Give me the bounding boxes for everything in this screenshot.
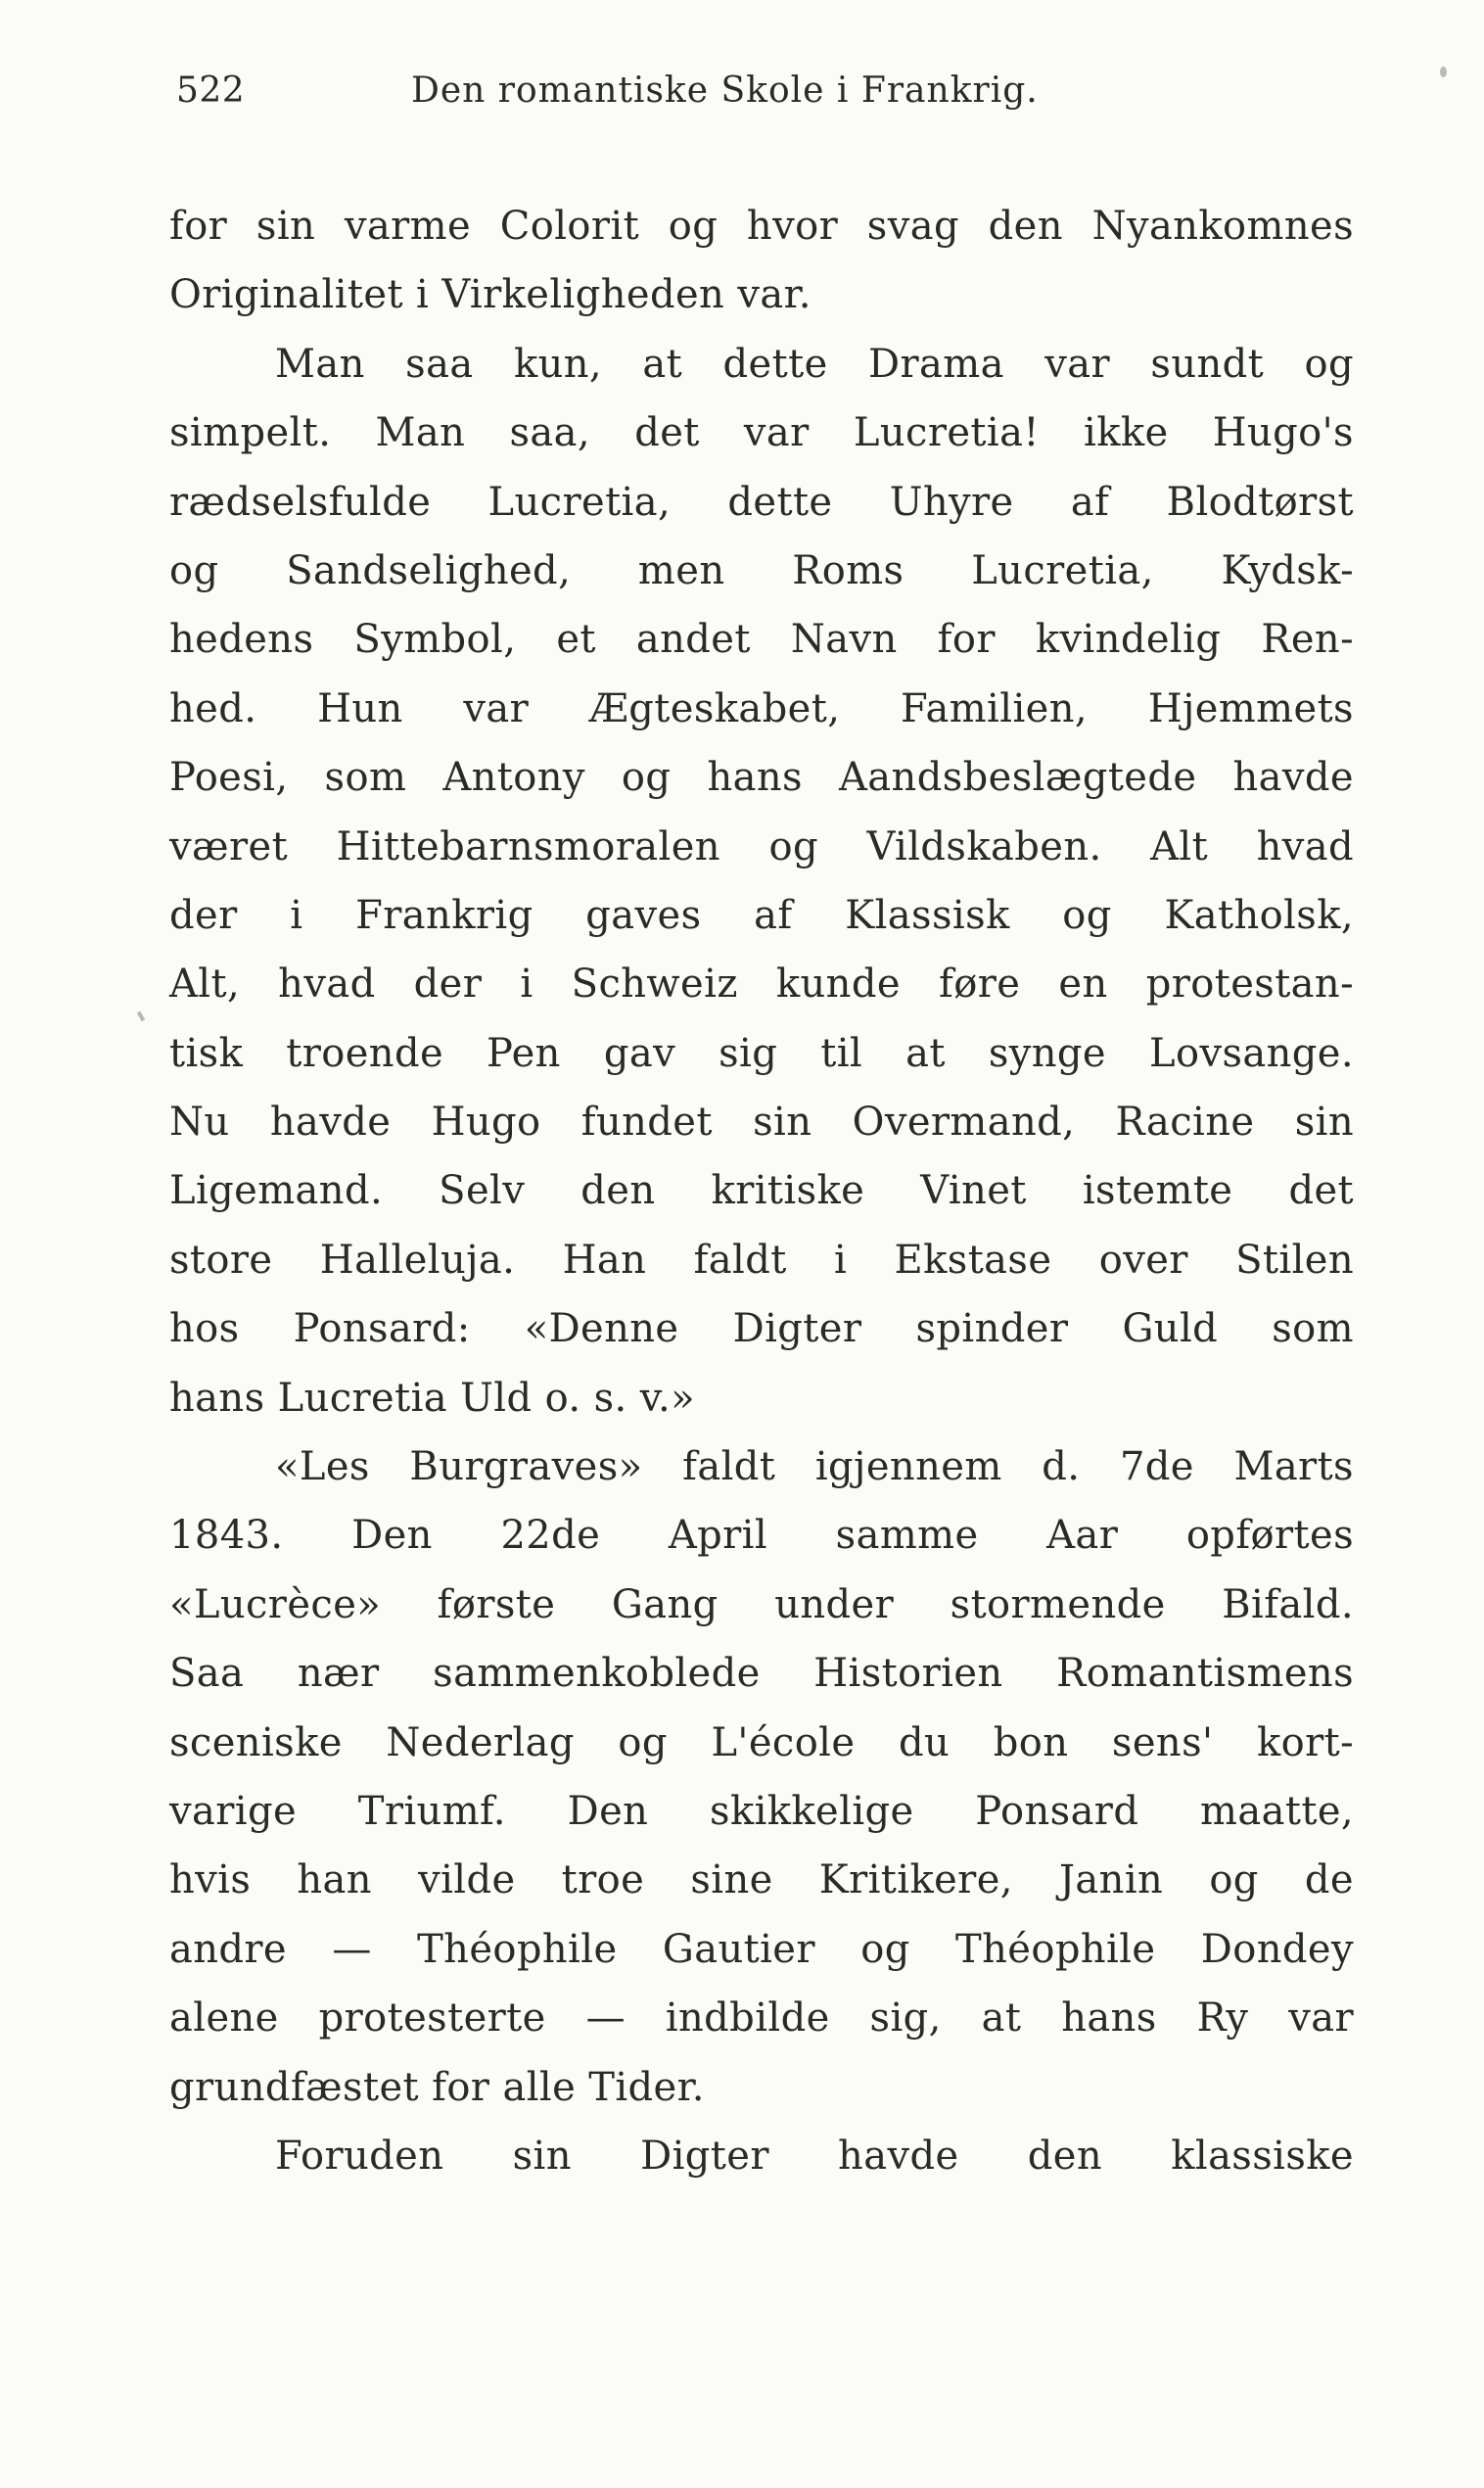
text-line: Man saa kun, at dette Drama var sundt og	[275, 341, 1354, 387]
text-line: hos Ponsard: «Denne Digter spinder Guld som	[169, 1306, 1354, 1352]
page-header	[176, 70, 1106, 119]
text-line: hedens Symbol, et andet Navn for kvindelig Ren-	[169, 617, 1354, 663]
text-line: Saa nær sammenkoblede Historien Romantismens	[169, 1651, 1354, 1697]
text-line: sceniske Nederlag og L'école du bon sens' kort-	[169, 1719, 1354, 1765]
text-line: hed. Hun var Ægteskabet, Familien, Hjemmets	[169, 685, 1354, 731]
text-line: simpelt. Man saa, det var Lucretia! ikke Hugo's	[169, 410, 1354, 456]
text-line: Alt, hvad der i Schweiz kunde føre en protestan-	[169, 962, 1354, 1008]
page-number: 522	[176, 70, 246, 111]
text-line: Ligemand. Selv den kritiske Vinet istemte det	[169, 1168, 1354, 1214]
print-speck	[1440, 67, 1447, 77]
text-line: hans Lucretia Uld o. s. v.»	[169, 1375, 695, 1421]
text-line: været Hittebarnsmoralen og Vildskaben. Alt hvad	[169, 823, 1354, 869]
text-line: varige Triumf. Den skikkelige Ponsard maatte,	[169, 1788, 1354, 1834]
text-line: «Lucrèce» første Gang under stormende Bifald.	[169, 1581, 1354, 1627]
text-line: der i Frankrig gaves af Klassisk og Katholsk,	[169, 892, 1354, 938]
running-title: Den romantiske Skole i Frankrig.	[411, 70, 1039, 111]
text-line: 1843. Den 22de April samme Aar opførtes	[169, 1513, 1354, 1559]
text-line: for sin varme Colorit og hvor svag den Nyankomnes	[169, 204, 1354, 249]
text-line: Poesi, som Antony og hans Aandsbeslægtede havde	[169, 755, 1354, 801]
text-line: andre — Théophile Gautier og Théophile Dondey	[169, 1926, 1354, 1972]
text-line: Nu havde Hugo fundet sin Overmand, Racine sin	[169, 1100, 1354, 1146]
text-line: rædselsfulde Lucretia, dette Uhyre af Blodtørst	[169, 479, 1354, 525]
text-line: Originalitet i Virkeligheden var.	[169, 272, 812, 318]
text-line: hvis han vilde troe sine Kritikere, Janin og de	[169, 1857, 1354, 1903]
text-line: tisk troende Pen gav sig til at synge Lovsange.	[169, 1030, 1354, 1076]
text-line: store Halleluja. Han faldt i Ekstase over Stilen	[169, 1237, 1354, 1283]
body-text	[169, 192, 1354, 2190]
text-line: Foruden sin Digter havde den klassiske	[275, 2133, 1354, 2179]
text-line: og Sandselighed, men Roms Lucretia, Kydsk-	[169, 547, 1354, 593]
text-line: «Les Burgraves» faldt igjennem d. 7de Marts	[275, 1444, 1354, 1490]
text-line: grundfæstet for alle Tider.	[169, 2064, 705, 2110]
text-line: alene protesterte — indbilde sig, at hans Ry var	[169, 1995, 1354, 2042]
margin-mark	[137, 1011, 145, 1022]
